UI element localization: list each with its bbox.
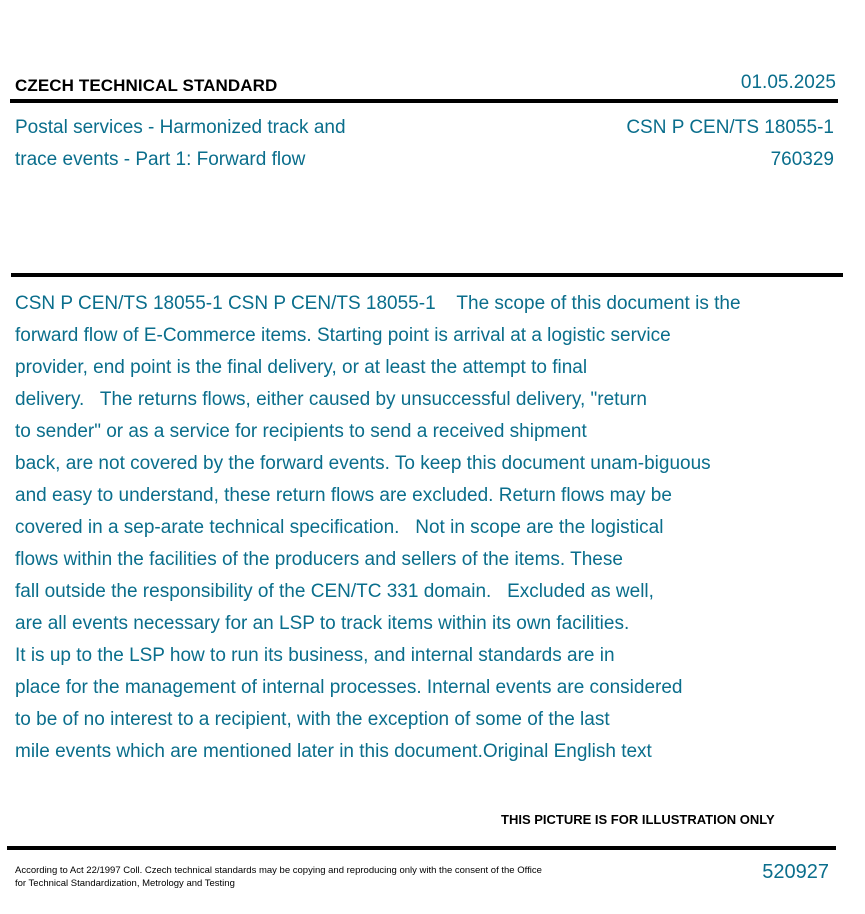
- abstract-line: to be of no interest to a recipient, with the exception of some of the last: [15, 709, 610, 730]
- catalog-number: 520927: [762, 861, 829, 883]
- publication-date: 01.05.2025: [740, 72, 836, 93]
- footer-divider: [7, 846, 836, 850]
- standard-label: CZECH TECHNICAL STANDARD: [15, 76, 278, 95]
- abstract-line: delivery. The returns flows, either caused by unsuccessful delivery, "return: [15, 389, 647, 410]
- abstract-line: forward flow of E-Commerce items. Starting point is arrival at a logistic service: [15, 325, 671, 346]
- abstract-line: CSN P CEN/TS 18055-1 CSN P CEN/TS 18055-1 The scope of this document is the: [15, 293, 741, 314]
- document-title-line-2: trace events - Part 1: Forward flow: [15, 149, 306, 170]
- legal-notice-line: for Technical Standardization, Metrology and Testing: [15, 878, 235, 889]
- standard-code: CSN P CEN/TS 18055-1: [626, 117, 834, 138]
- legal-notice: [15, 864, 595, 890]
- abstract-text: [15, 288, 845, 768]
- abstract-line: fall outside the responsibility of the CEN/TC 331 domain. Excluded as well,: [15, 581, 654, 602]
- legal-notice-line: According to Act 22/1997 Coll. Czech technical standards may be copying and reproducing only with the consent of the Office: [15, 865, 542, 876]
- standard-number: 760329: [770, 149, 834, 170]
- abstract-line: covered in a sep-arate technical specification. Not in scope are the logistical: [15, 517, 664, 538]
- illustration-notice: THIS PICTURE IS FOR ILLUSTRATION ONLY: [501, 812, 775, 827]
- abstract-line: It is up to the LSP how to run its business, and internal standards are in: [15, 645, 615, 666]
- abstract-line: flows within the facilities of the producers and sellers of the items. These: [15, 549, 623, 570]
- abstract-line: mile events which are mentioned later in this document.Original English text: [15, 741, 652, 762]
- abstract-line: and easy to understand, these return flows are excluded. Return flows may be: [15, 485, 672, 506]
- title-divider: [11, 273, 843, 277]
- abstract-line: back, are not covered by the forward events. To keep this document unam-biguous: [15, 453, 711, 474]
- abstract-line: provider, end point is the final delivery, or at least the attempt to final: [15, 357, 588, 378]
- header-divider: [10, 99, 838, 103]
- abstract-line: place for the management of internal processes. Internal events are considered: [15, 677, 683, 698]
- document-title-line-1: Postal services - Harmonized track and: [15, 117, 346, 138]
- abstract-line: are all events necessary for an LSP to track items within its own facilities.: [15, 613, 630, 634]
- abstract-line: to sender" or as a service for recipients to send a received shipment: [15, 421, 587, 442]
